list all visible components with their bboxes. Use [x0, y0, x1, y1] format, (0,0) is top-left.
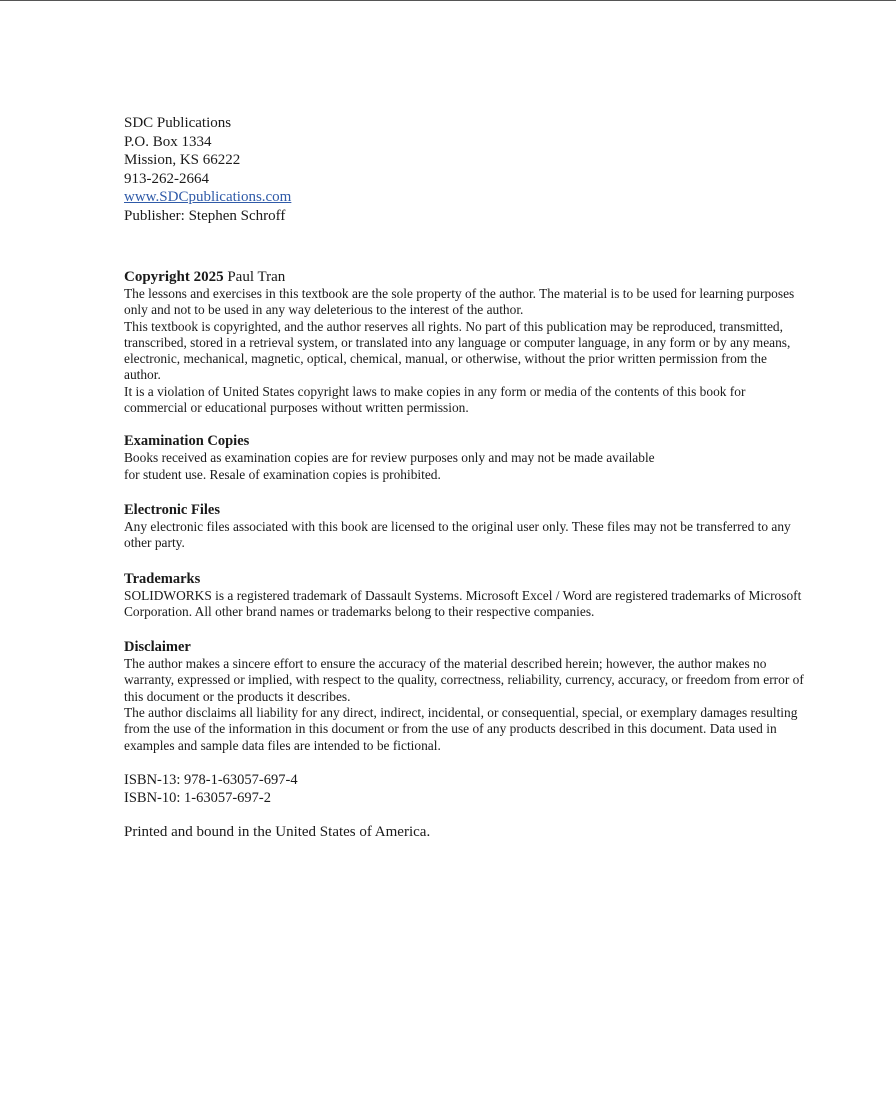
- examination-line-2: for student use. Resale of examination copies is prohibited.: [124, 466, 441, 482]
- copyright-label: Copyright 2025: [124, 269, 224, 285]
- po-box: P.O. Box 1334: [124, 133, 212, 150]
- disclaimer-heading: Disclaimer: [124, 639, 191, 656]
- violation-paragraph: It is a violation of United States copyright laws to make copies in any form or media of the contents of this book for commercial or educational purposes without written permission.: [124, 383, 746, 416]
- examination-line-1: Books received as examination copies are for review purposes only and may not be made available: [124, 450, 655, 466]
- examination-section: [124, 433, 804, 483]
- electronic-files-section: [124, 502, 804, 552]
- trademarks-heading: Trademarks: [124, 570, 201, 587]
- website-link[interactable]: www.SDCpublications.com: [124, 189, 292, 205]
- isbn-13: ISBN-13: 978-1-63057-697-4: [124, 771, 298, 788]
- copyright-line: [124, 268, 804, 286]
- printed-statement: Printed and bound in the United States of America.: [124, 823, 431, 840]
- disclaimer-text-1: The author makes a sincere effort to ensure the accuracy of the material described herein; however, the author makes no warranty, expressed or implied, with respect to the quality, correctness, reliability, currency, accuracy, or freedom from error of this document or the products it describes.: [124, 656, 804, 704]
- examination-heading: Examination Copies: [124, 433, 250, 450]
- publisher-line: Publisher: Stephen Schroff: [124, 207, 286, 224]
- electronic-files-heading: Electronic Files: [124, 501, 220, 518]
- electronic-files-text: Any electronic files associated with this book are licensed to the original user only. These files may not be transferred to any other party.: [124, 518, 791, 551]
- isbn-block: [124, 771, 804, 807]
- city-state-zip: Mission, KS 66222: [124, 152, 241, 168]
- lessons-paragraph: The lessons and exercises in this textbook are the sole property of the author. The material is to be used for learning purposes only and not to be used in any way deleterious to the interest of the author.: [124, 286, 795, 318]
- rights-paragraph: This textbook is copyrighted, and the author reserves all rights. No part of this publication may be reproduced, transmitted, transcribed, stored in a retrieval system, or translated into any language or computer language, in any form or by any means, electronic, mechanical, magnetic, optical, chemical, manual, or otherwise, without the prior written permission from the author.: [124, 318, 791, 383]
- publisher-address-block: [124, 114, 804, 225]
- publisher-name: SDC Publications: [124, 115, 232, 131]
- phone-number: 913-262-2664: [124, 170, 209, 187]
- disclaimer-text-2: The author disclaims all liability for any direct, indirect, incidental, or consequential, special, or exemplary damages resulting from the use of the information in this document or from the use of any products described in this document. Data used in examples and sample data files are intended to be fictional.: [124, 705, 798, 753]
- disclaimer-section: [124, 639, 804, 754]
- copyright-holder: Paul Tran: [223, 269, 286, 285]
- trademarks-text: SOLIDWORKS is a registered trademark of Dassault Systems. Microsoft Excel / Word are registered trademarks of Microsoft Corporation. All other brand names or trademarks belong to their respective companies.: [124, 587, 802, 619]
- isbn-10: ISBN-10: 1-63057-697-2: [124, 789, 272, 806]
- page-content: [124, 114, 804, 841]
- trademarks-section: [124, 571, 804, 621]
